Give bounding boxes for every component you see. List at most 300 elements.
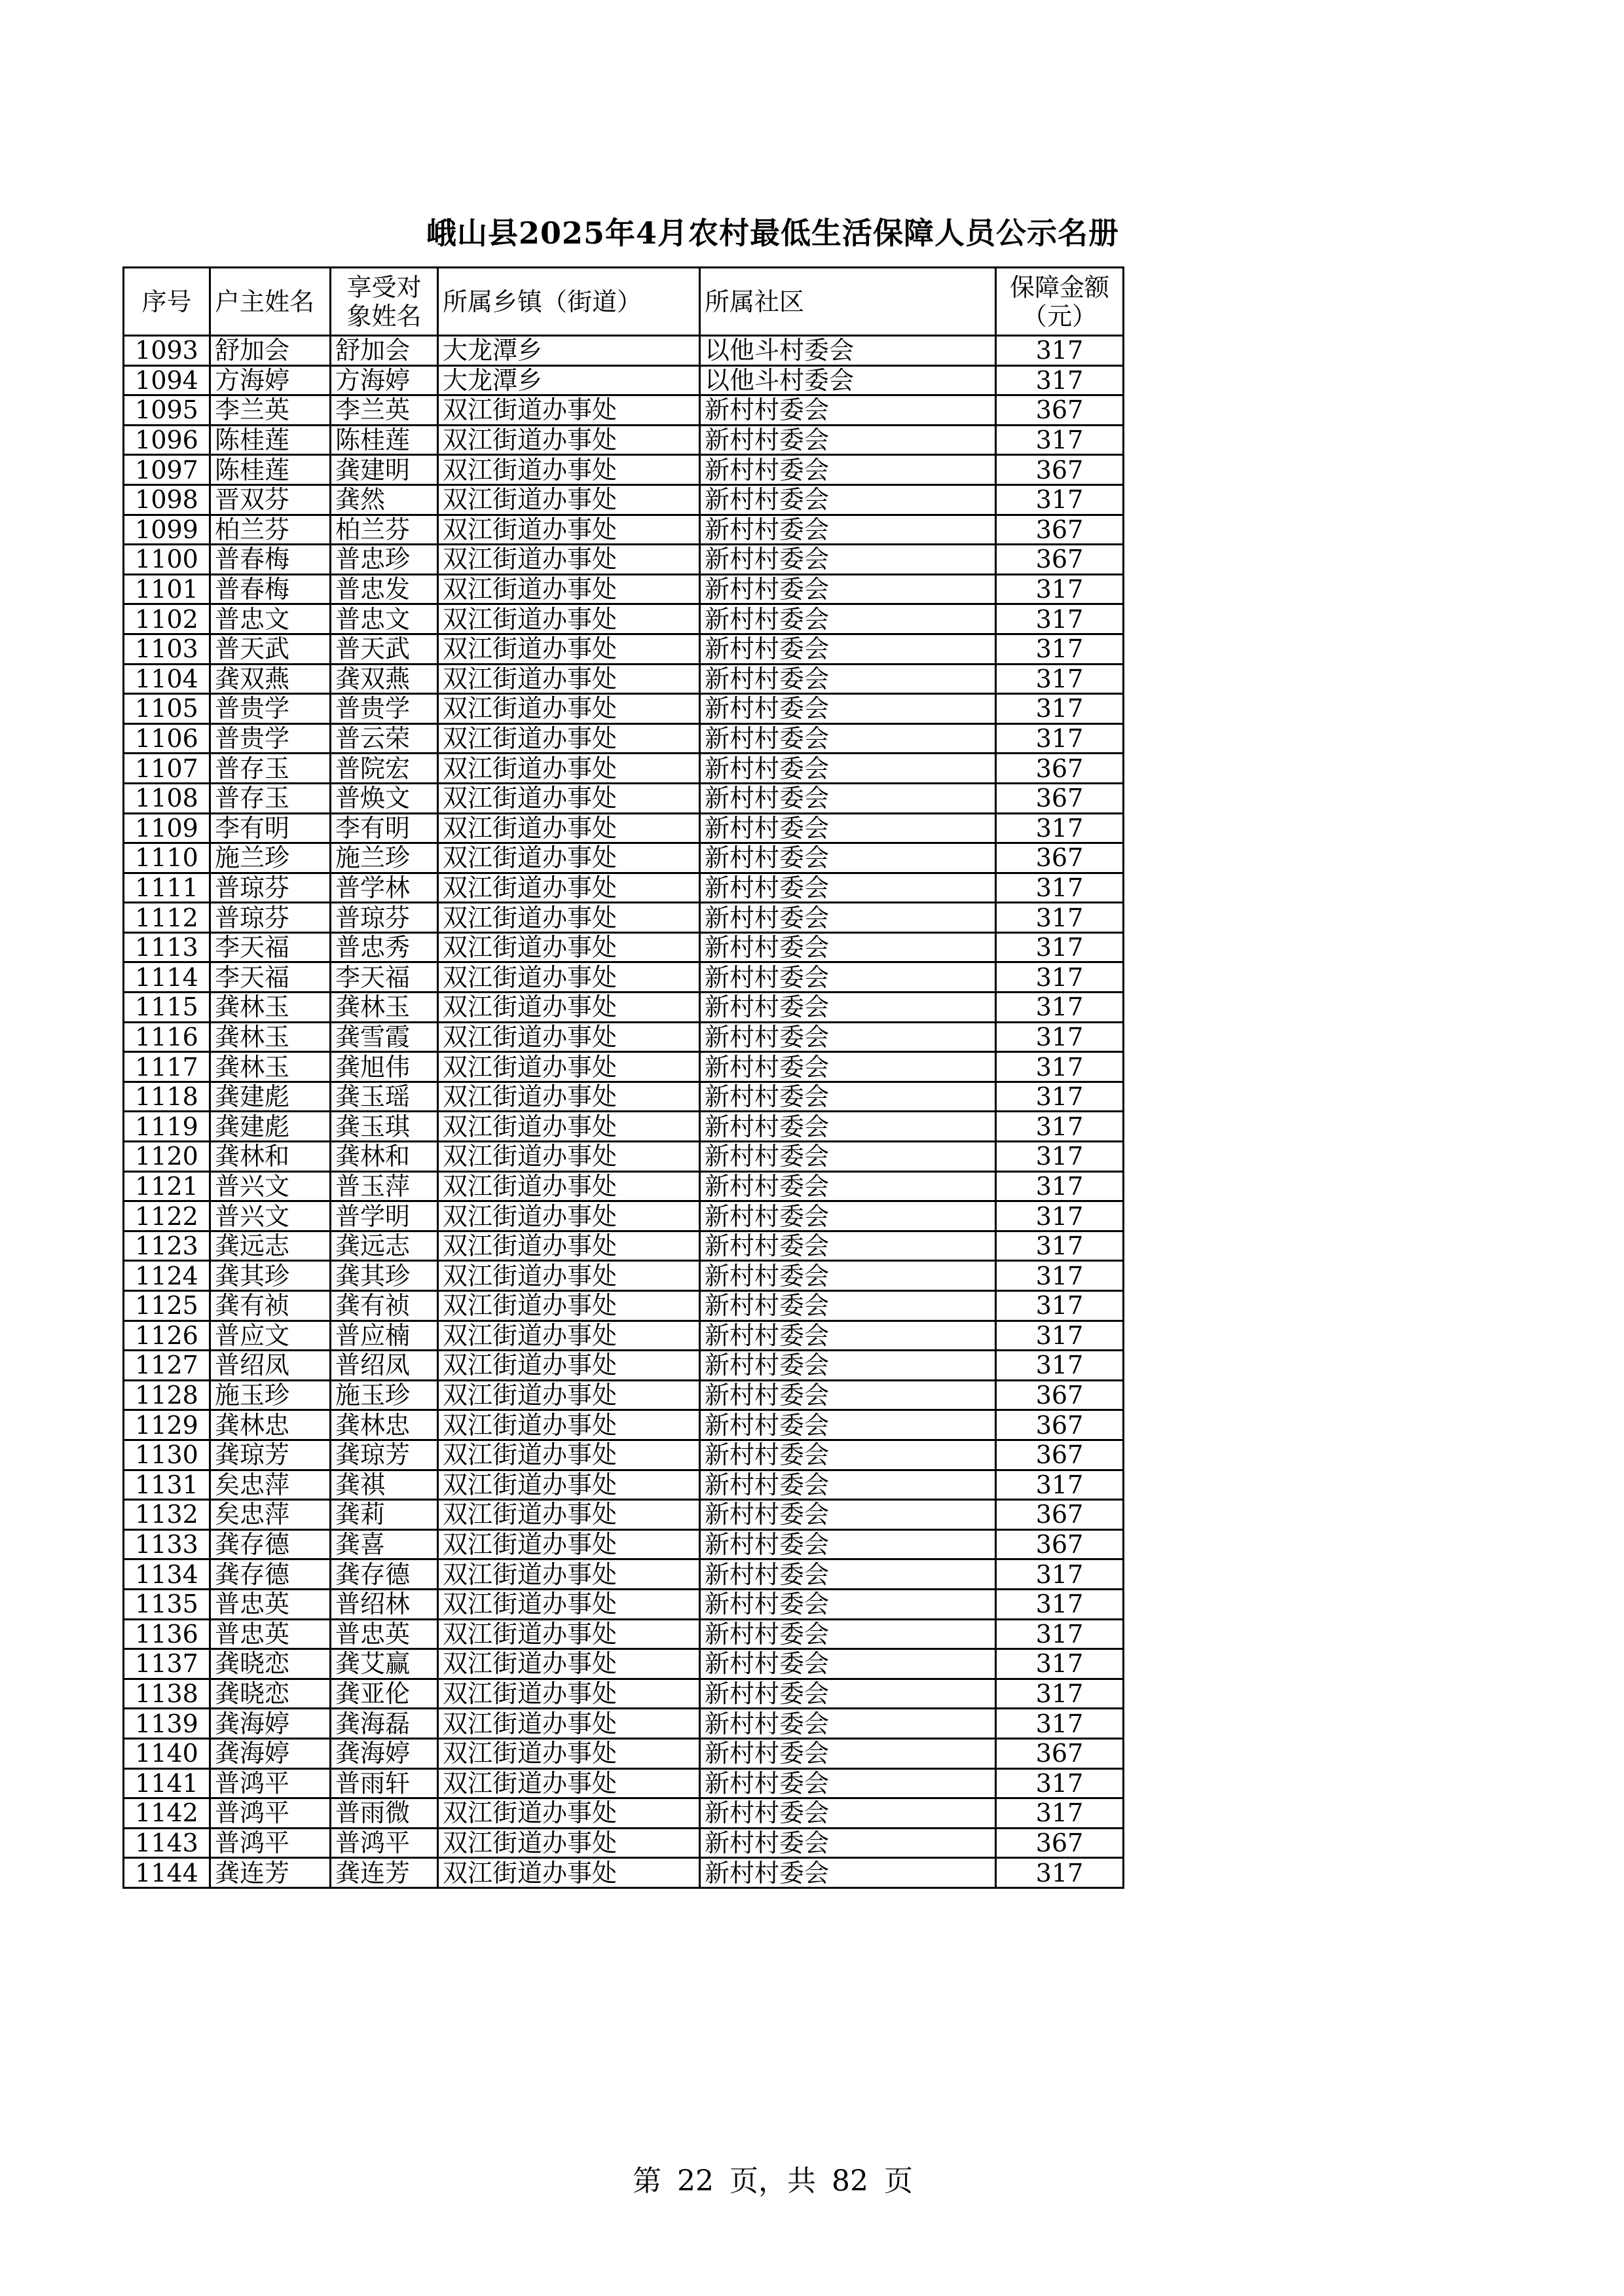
table-row	[124, 754, 1124, 784]
cell-beneficiary: 施兰珍	[331, 843, 438, 873]
cell-household-head: 晋双芬	[210, 484, 331, 515]
cell-no: 1097	[124, 455, 210, 485]
cell-household-head: 陈桂莲	[210, 455, 331, 485]
cell-amount: 317	[996, 1589, 1124, 1619]
cell-community: 新村村委会	[700, 1112, 996, 1142]
cell-household-head: 普兴文	[210, 1171, 331, 1201]
header-no: 序号	[124, 268, 210, 336]
cell-amount: 317	[996, 1201, 1124, 1231]
cell-amount: 367	[996, 1440, 1124, 1470]
cell-household-head: 普春梅	[210, 574, 331, 604]
cell-amount: 317	[996, 993, 1124, 1023]
cell-community: 新村村委会	[700, 1321, 996, 1351]
header-household-head: 户主姓名	[210, 268, 331, 336]
cell-no: 1095	[124, 395, 210, 426]
cell-community: 新村村委会	[700, 1440, 996, 1470]
cell-beneficiary: 普玉萍	[331, 1171, 438, 1201]
cell-household-head: 普忠文	[210, 604, 331, 634]
cell-amount: 317	[996, 813, 1124, 843]
cell-community: 新村村委会	[700, 1022, 996, 1052]
cell-town: 双江街道办事处	[438, 1201, 700, 1231]
cell-beneficiary: 李兰英	[331, 395, 438, 426]
cell-community: 新村村委会	[700, 1171, 996, 1201]
cell-amount: 317	[996, 1679, 1124, 1709]
cell-amount: 317	[996, 1858, 1124, 1888]
cell-no: 1137	[124, 1649, 210, 1679]
cell-no: 1111	[124, 873, 210, 903]
table-row	[124, 1201, 1124, 1231]
cell-town: 双江街道办事处	[438, 873, 700, 903]
cell-amount: 367	[996, 1828, 1124, 1858]
cell-beneficiary: 龚海磊	[331, 1709, 438, 1739]
table-row	[124, 515, 1124, 545]
cell-no: 1135	[124, 1589, 210, 1619]
cell-household-head: 柏兰芬	[210, 515, 331, 545]
cell-household-head: 普琼芬	[210, 903, 331, 933]
table-row	[124, 395, 1124, 426]
cell-amount: 317	[996, 484, 1124, 515]
cell-beneficiary: 普贵学	[331, 694, 438, 724]
cell-amount: 317	[996, 664, 1124, 694]
cell-household-head: 龚双燕	[210, 664, 331, 694]
cell-household-head: 普鸿平	[210, 1768, 331, 1798]
cell-amount: 317	[996, 1619, 1124, 1649]
cell-town: 双江街道办事处	[438, 484, 700, 515]
cell-town: 双江街道办事处	[438, 1798, 700, 1829]
cell-household-head: 普春梅	[210, 545, 331, 575]
cell-household-head: 普忠英	[210, 1619, 331, 1649]
cell-amount: 317	[996, 1082, 1124, 1112]
cell-community: 新村村委会	[700, 574, 996, 604]
cell-no: 1129	[124, 1410, 210, 1440]
table-row	[124, 365, 1124, 395]
header-beneficiary: 享受对象姓名	[331, 268, 438, 336]
cell-town: 双江街道办事处	[438, 1738, 700, 1768]
cell-household-head: 矣忠萍	[210, 1470, 331, 1500]
cell-no: 1119	[124, 1112, 210, 1142]
cell-town: 双江街道办事处	[438, 1022, 700, 1052]
table-row	[124, 1738, 1124, 1768]
table-row	[124, 1351, 1124, 1381]
cell-community: 新村村委会	[700, 1529, 996, 1559]
cell-beneficiary: 龚玉琪	[331, 1112, 438, 1142]
table-row	[124, 1410, 1124, 1440]
cell-beneficiary: 龚艾赢	[331, 1649, 438, 1679]
cell-no: 1130	[124, 1440, 210, 1470]
cell-amount: 367	[996, 783, 1124, 813]
cell-amount: 317	[996, 1052, 1124, 1082]
cell-town: 双江街道办事处	[438, 754, 700, 784]
cell-no: 1127	[124, 1351, 210, 1381]
cell-town: 双江街道办事处	[438, 694, 700, 724]
cell-household-head: 龚存德	[210, 1559, 331, 1590]
cell-amount: 317	[996, 336, 1124, 366]
cell-community: 新村村委会	[700, 1649, 996, 1679]
cell-no: 1139	[124, 1709, 210, 1739]
cell-town: 双江街道办事处	[438, 604, 700, 634]
cell-household-head: 普鸿平	[210, 1798, 331, 1829]
table-row	[124, 813, 1124, 843]
cell-town: 双江街道办事处	[438, 515, 700, 545]
cell-amount: 317	[996, 1022, 1124, 1052]
cell-beneficiary: 龚有祯	[331, 1291, 438, 1321]
cell-household-head: 陈桂莲	[210, 425, 331, 455]
cell-beneficiary: 龚建明	[331, 455, 438, 485]
cell-community: 新村村委会	[700, 783, 996, 813]
header-amount: 保障金额（元）	[996, 268, 1124, 336]
cell-town: 双江街道办事处	[438, 1440, 700, 1470]
cell-amount: 317	[996, 365, 1124, 395]
cell-no: 1099	[124, 515, 210, 545]
cell-household-head: 龚连芳	[210, 1858, 331, 1888]
cell-amount: 367	[996, 1738, 1124, 1768]
cell-amount: 317	[996, 1709, 1124, 1739]
cell-community: 新村村委会	[700, 1201, 996, 1231]
cell-household-head: 龚海婷	[210, 1738, 331, 1768]
cell-community: 新村村委会	[700, 1709, 996, 1739]
cell-amount: 317	[996, 1768, 1124, 1798]
cell-beneficiary: 李天福	[331, 962, 438, 993]
cell-community: 新村村委会	[700, 1679, 996, 1709]
cell-beneficiary: 普忠秀	[331, 932, 438, 962]
cell-no: 1138	[124, 1679, 210, 1709]
cell-beneficiary: 普绍凤	[331, 1351, 438, 1381]
cell-town: 双江街道办事处	[438, 1589, 700, 1619]
cell-household-head: 施玉珍	[210, 1380, 331, 1410]
cell-no: 1104	[124, 664, 210, 694]
cell-town: 双江街道办事处	[438, 1261, 700, 1291]
table-row	[124, 1142, 1124, 1172]
cell-town: 双江街道办事处	[438, 1470, 700, 1500]
cell-town: 双江街道办事处	[438, 1709, 700, 1739]
cell-community: 新村村委会	[700, 545, 996, 575]
cell-community: 新村村委会	[700, 1828, 996, 1858]
table-row	[124, 1380, 1124, 1410]
table-row	[124, 783, 1124, 813]
cell-amount: 317	[996, 1470, 1124, 1500]
cell-community: 新村村委会	[700, 1470, 996, 1500]
cell-community: 新村村委会	[700, 1589, 996, 1619]
cell-amount: 317	[996, 723, 1124, 754]
cell-no: 1141	[124, 1768, 210, 1798]
cell-town: 双江街道办事处	[438, 1112, 700, 1142]
cell-beneficiary: 龚亚伦	[331, 1679, 438, 1709]
cell-no: 1096	[124, 425, 210, 455]
table-row	[124, 1500, 1124, 1530]
cell-community: 新村村委会	[700, 1619, 996, 1649]
cell-town: 双江街道办事处	[438, 395, 700, 426]
cell-amount: 367	[996, 545, 1124, 575]
cell-no: 1131	[124, 1470, 210, 1500]
cell-no: 1124	[124, 1261, 210, 1291]
cell-amount: 367	[996, 754, 1124, 784]
cell-community: 新村村委会	[700, 1798, 996, 1829]
table-row	[124, 1470, 1124, 1500]
cell-no: 1134	[124, 1559, 210, 1590]
table-row	[124, 574, 1124, 604]
table-row	[124, 694, 1124, 724]
cell-amount: 317	[996, 1351, 1124, 1381]
cell-town: 双江街道办事处	[438, 723, 700, 754]
table-row	[124, 1261, 1124, 1291]
cell-beneficiary: 普忠珍	[331, 545, 438, 575]
cell-town: 双江街道办事处	[438, 1619, 700, 1649]
cell-community: 新村村委会	[700, 1500, 996, 1530]
table-row	[124, 1619, 1124, 1649]
cell-community: 新村村委会	[700, 1410, 996, 1440]
table-row	[124, 1768, 1124, 1798]
cell-town: 双江街道办事处	[438, 1828, 700, 1858]
cell-amount: 317	[996, 873, 1124, 903]
cell-beneficiary: 龚祺	[331, 1470, 438, 1500]
cell-community: 新村村委会	[700, 1858, 996, 1888]
table-row	[124, 1231, 1124, 1261]
header-town: 所属乡镇（街道）	[438, 268, 700, 336]
cell-community: 新村村委会	[700, 1142, 996, 1172]
cell-beneficiary: 龚玉瑶	[331, 1082, 438, 1112]
cell-no: 1116	[124, 1022, 210, 1052]
cell-community: 新村村委会	[700, 1231, 996, 1261]
cell-household-head: 舒加会	[210, 336, 331, 366]
cell-no: 1121	[124, 1171, 210, 1201]
table-row	[124, 903, 1124, 933]
cell-beneficiary: 普忠英	[331, 1619, 438, 1649]
cell-beneficiary: 普雨轩	[331, 1768, 438, 1798]
cell-community: 新村村委会	[700, 604, 996, 634]
cell-beneficiary: 龚林忠	[331, 1410, 438, 1440]
cell-community: 新村村委会	[700, 1291, 996, 1321]
cell-town: 双江街道办事处	[438, 1351, 700, 1381]
cell-beneficiary: 龚莉	[331, 1500, 438, 1530]
cell-amount: 317	[996, 1798, 1124, 1829]
cell-town: 双江街道办事处	[438, 455, 700, 485]
cell-beneficiary: 龚雪霞	[331, 1022, 438, 1052]
cell-no: 1094	[124, 365, 210, 395]
cell-household-head: 普忠英	[210, 1589, 331, 1619]
table-header-row	[124, 268, 1124, 336]
cell-community: 新村村委会	[700, 515, 996, 545]
table-body	[124, 336, 1124, 1888]
cell-household-head: 龚林忠	[210, 1410, 331, 1440]
cell-community: 新村村委会	[700, 1351, 996, 1381]
table-row	[124, 425, 1124, 455]
cell-amount: 367	[996, 1380, 1124, 1410]
cell-town: 双江街道办事处	[438, 843, 700, 873]
cell-no: 1098	[124, 484, 210, 515]
cell-no: 1118	[124, 1082, 210, 1112]
cell-household-head: 龚林和	[210, 1142, 331, 1172]
cell-no: 1106	[124, 723, 210, 754]
cell-amount: 317	[996, 604, 1124, 634]
cell-community: 新村村委会	[700, 1768, 996, 1798]
cell-town: 双江街道办事处	[438, 813, 700, 843]
cell-beneficiary: 普忠发	[331, 574, 438, 604]
cell-beneficiary: 龚远志	[331, 1231, 438, 1261]
cell-community: 新村村委会	[700, 694, 996, 724]
cell-household-head: 龚存德	[210, 1529, 331, 1559]
cell-no: 1142	[124, 1798, 210, 1829]
table-row	[124, 545, 1124, 575]
cell-no: 1100	[124, 545, 210, 575]
cell-town: 双江街道办事处	[438, 1052, 700, 1082]
cell-no: 1110	[124, 843, 210, 873]
page-title: 峨山县2025年4月农村最低生活保障人员公示名册	[426, 215, 1120, 251]
cell-town: 双江街道办事处	[438, 1559, 700, 1590]
cell-beneficiary: 龚喜	[331, 1529, 438, 1559]
cell-beneficiary: 施玉珍	[331, 1380, 438, 1410]
table-row	[124, 1052, 1124, 1082]
cell-community: 新村村委会	[700, 903, 996, 933]
cell-town: 双江街道办事处	[438, 903, 700, 933]
cell-town: 双江街道办事处	[438, 545, 700, 575]
cell-amount: 317	[996, 574, 1124, 604]
cell-amount: 317	[996, 1171, 1124, 1201]
table-row	[124, 1679, 1124, 1709]
cell-town: 双江街道办事处	[438, 1142, 700, 1172]
table-row	[124, 932, 1124, 962]
cell-town: 双江街道办事处	[438, 932, 700, 962]
cell-amount: 317	[996, 694, 1124, 724]
cell-beneficiary: 龚林玉	[331, 993, 438, 1023]
cell-no: 1108	[124, 783, 210, 813]
cell-community: 以他斗村委会	[700, 336, 996, 366]
cell-town: 大龙潭乡	[438, 365, 700, 395]
cell-no: 1132	[124, 1500, 210, 1530]
cell-amount: 317	[996, 1559, 1124, 1590]
cell-beneficiary: 龚林和	[331, 1142, 438, 1172]
cell-amount: 317	[996, 1112, 1124, 1142]
table-row	[124, 1858, 1124, 1888]
cell-community: 新村村委会	[700, 664, 996, 694]
cell-beneficiary: 普琼芬	[331, 903, 438, 933]
cell-beneficiary: 普云荣	[331, 723, 438, 754]
cell-town: 双江街道办事处	[438, 1649, 700, 1679]
cell-household-head: 普琼芬	[210, 873, 331, 903]
table-row	[124, 336, 1124, 366]
cell-community: 新村村委会	[700, 843, 996, 873]
cell-beneficiary: 普雨微	[331, 1798, 438, 1829]
cell-beneficiary: 龚双燕	[331, 664, 438, 694]
cell-community: 以他斗村委会	[700, 365, 996, 395]
cell-town: 双江街道办事处	[438, 574, 700, 604]
cell-amount: 367	[996, 1500, 1124, 1530]
cell-beneficiary: 龚然	[331, 484, 438, 515]
cell-beneficiary: 普应楠	[331, 1321, 438, 1351]
cell-town: 双江街道办事处	[438, 1529, 700, 1559]
cell-no: 1115	[124, 993, 210, 1023]
table-row	[124, 1529, 1124, 1559]
cell-amount: 317	[996, 1321, 1124, 1351]
cell-community: 新村村委会	[700, 1052, 996, 1082]
cell-amount: 317	[996, 1231, 1124, 1261]
cell-amount: 367	[996, 455, 1124, 485]
cell-household-head: 普天武	[210, 634, 331, 664]
cell-beneficiary: 方海婷	[331, 365, 438, 395]
table-row	[124, 993, 1124, 1023]
cell-beneficiary: 龚连芳	[331, 1858, 438, 1888]
cell-community: 新村村委会	[700, 425, 996, 455]
cell-no: 1093	[124, 336, 210, 366]
cell-household-head: 龚建彪	[210, 1112, 331, 1142]
cell-no: 1107	[124, 754, 210, 784]
cell-town: 双江街道办事处	[438, 1679, 700, 1709]
cell-no: 1117	[124, 1052, 210, 1082]
cell-community: 新村村委会	[700, 1261, 996, 1291]
cell-beneficiary: 普焕文	[331, 783, 438, 813]
cell-household-head: 普贵学	[210, 723, 331, 754]
cell-amount: 367	[996, 1410, 1124, 1440]
cell-no: 1105	[124, 694, 210, 724]
cell-no: 1102	[124, 604, 210, 634]
cell-beneficiary: 普学林	[331, 873, 438, 903]
cell-no: 1114	[124, 962, 210, 993]
cell-household-head: 龚其珍	[210, 1261, 331, 1291]
cell-no: 1109	[124, 813, 210, 843]
table-row	[124, 1559, 1124, 1590]
cell-beneficiary: 舒加会	[331, 336, 438, 366]
cell-household-head: 龚林玉	[210, 1052, 331, 1082]
cell-town: 双江街道办事处	[438, 1500, 700, 1530]
cell-no: 1144	[124, 1858, 210, 1888]
cell-amount: 317	[996, 1261, 1124, 1291]
cell-no: 1123	[124, 1231, 210, 1261]
cell-town: 双江街道办事处	[438, 1858, 700, 1888]
cell-beneficiary: 李有明	[331, 813, 438, 843]
table-row	[124, 1321, 1124, 1351]
cell-no: 1101	[124, 574, 210, 604]
cell-household-head: 普应文	[210, 1321, 331, 1351]
table-row	[124, 962, 1124, 993]
cell-household-head: 龚有祯	[210, 1291, 331, 1321]
cell-no: 1143	[124, 1828, 210, 1858]
cell-no: 1133	[124, 1529, 210, 1559]
cell-household-head: 龚晓恋	[210, 1649, 331, 1679]
table-row	[124, 1022, 1124, 1052]
cell-community: 新村村委会	[700, 754, 996, 784]
cell-no: 1136	[124, 1619, 210, 1649]
cell-beneficiary: 龚海婷	[331, 1738, 438, 1768]
cell-household-head: 普鸿平	[210, 1828, 331, 1858]
table-row	[124, 484, 1124, 515]
table-row	[124, 1649, 1124, 1679]
cell-town: 双江街道办事处	[438, 783, 700, 813]
cell-amount: 317	[996, 1649, 1124, 1679]
cell-beneficiary: 普院宏	[331, 754, 438, 784]
cell-beneficiary: 普绍林	[331, 1589, 438, 1619]
cell-community: 新村村委会	[700, 723, 996, 754]
cell-town: 双江街道办事处	[438, 993, 700, 1023]
cell-household-head: 龚晓恋	[210, 1679, 331, 1709]
cell-no: 1126	[124, 1321, 210, 1351]
cell-no: 1103	[124, 634, 210, 664]
cell-household-head: 普绍凤	[210, 1351, 331, 1381]
cell-beneficiary: 普天武	[331, 634, 438, 664]
cell-community: 新村村委会	[700, 873, 996, 903]
table-row	[124, 1440, 1124, 1470]
cell-no: 1122	[124, 1201, 210, 1231]
cell-town: 双江街道办事处	[438, 1291, 700, 1321]
cell-beneficiary: 龚存德	[331, 1559, 438, 1590]
cell-community: 新村村委会	[700, 993, 996, 1023]
table-row	[124, 1082, 1124, 1112]
cell-no: 1125	[124, 1291, 210, 1321]
cell-community: 新村村委会	[700, 1559, 996, 1590]
cell-community: 新村村委会	[700, 932, 996, 962]
cell-town: 双江街道办事处	[438, 1321, 700, 1351]
cell-household-head: 龚海婷	[210, 1709, 331, 1739]
cell-household-head: 方海婷	[210, 365, 331, 395]
page-footer: 第 22 页，共 82 页	[633, 2164, 913, 2198]
